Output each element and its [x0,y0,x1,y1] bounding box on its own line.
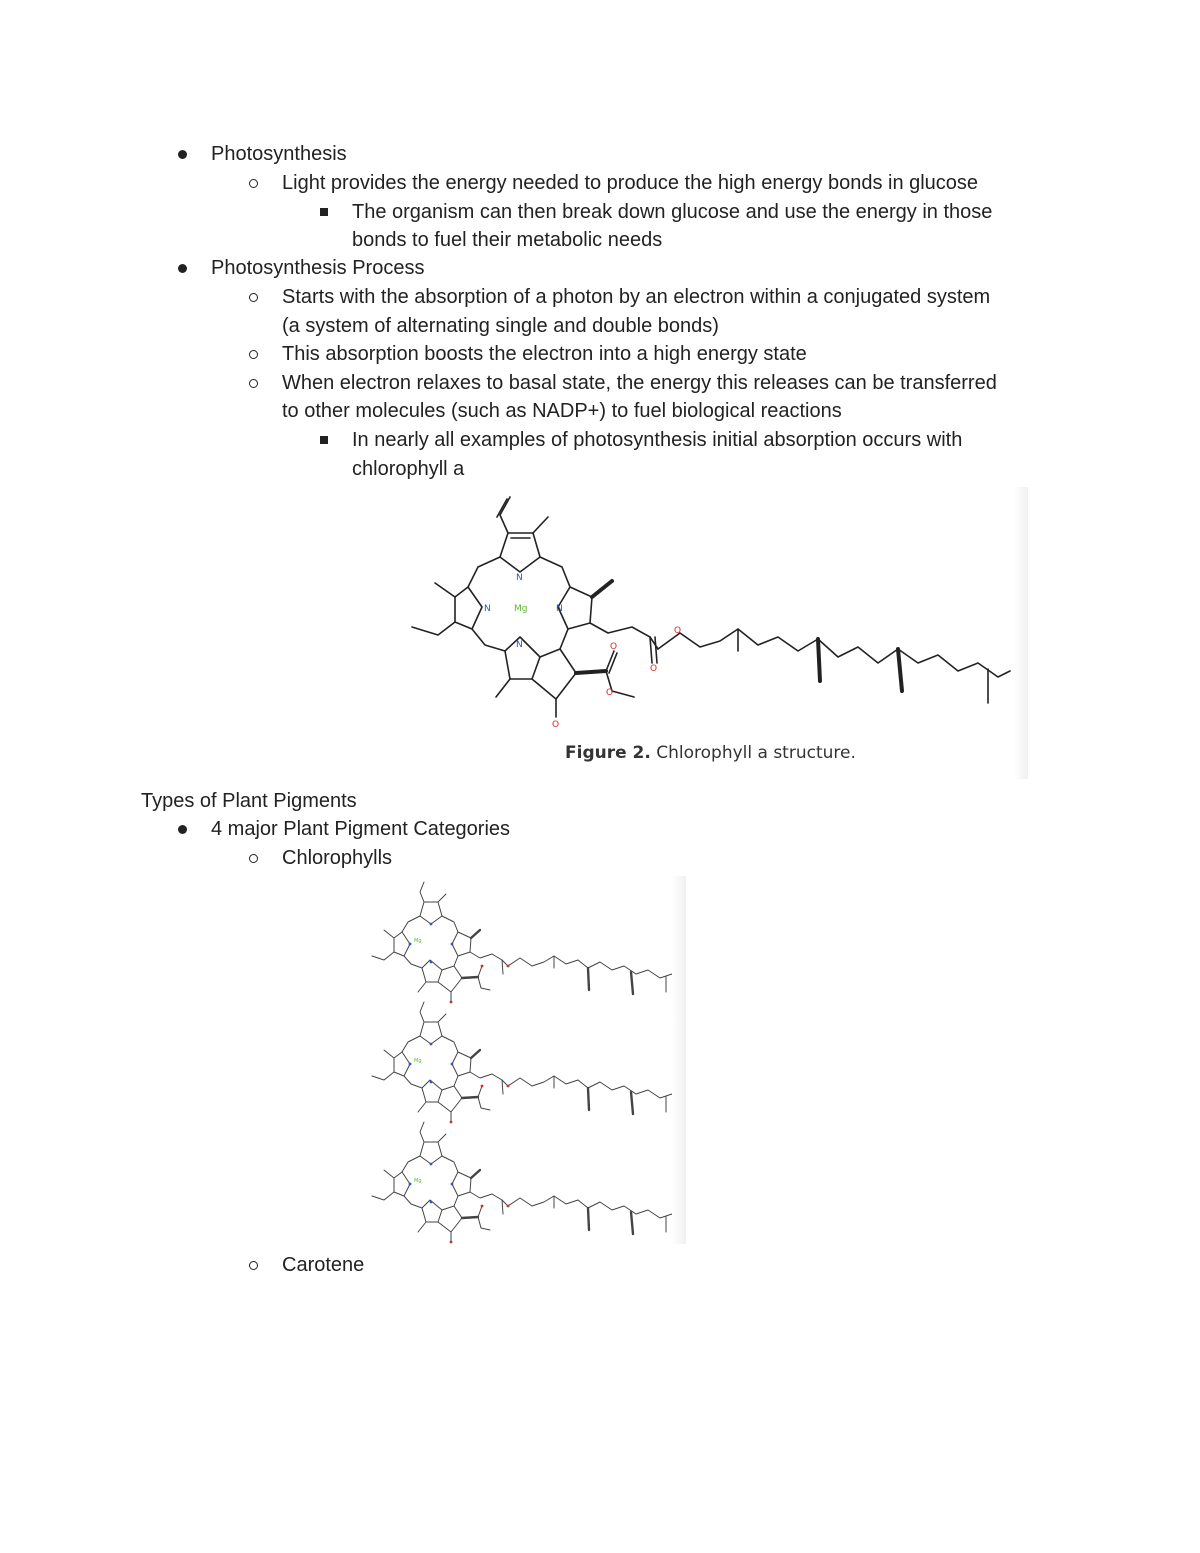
chlorophyll-a-structure-drawing [400,487,1028,779]
list-item: Photosynthesis Process [211,257,425,279]
list-item-continuation: chlorophyll a [352,458,465,480]
figure-caption-text: Chlorophyll a structure. [650,743,856,763]
list-item: 4 major Plant Pigment Categories [211,818,511,840]
chlorophylls-figure [360,876,686,1244]
oxygen-label: O [552,720,560,730]
nitrogen-label: N [484,604,491,614]
list-item: Carotene [282,1254,365,1276]
list-item: The organism can then break down glucose and use the energy in those [352,201,993,223]
list-item-continuation: (a system of alternating single and double bonds) [282,315,719,337]
list-item: Photosynthesis [211,143,347,165]
figure-caption-label: Figure 2. [565,743,651,763]
nitrogen-label: N [556,604,563,614]
list-item-continuation: bonds to fuel their metabolic needs [352,229,663,251]
section-heading: Types of Plant Pigments [141,790,357,812]
chlorophyll-variants-drawing: Mg [360,876,686,1244]
nitrogen-label: N [516,573,523,583]
list-item: Starts with the absorption of a photon by an electron within a conjugated system [282,286,991,308]
list-item: Light provides the energy needed to produce the high energy bonds in glucose [282,172,979,194]
oxygen-label: O [650,664,658,674]
list-item: Chlorophylls [282,847,393,869]
list-item-continuation: to other molecules (such as NADP+) to fuel biological reactions [282,400,842,422]
oxygen-label: O [674,626,682,636]
list-item: When electron relaxes to basal state, the energy this releases can be transferred [282,372,997,394]
figure-edge-shadow [672,876,686,1244]
nitrogen-label: N [516,640,523,650]
list-item: In nearly all examples of photosynthesis initial absorption occurs with [352,429,963,451]
oxygen-label: O [610,642,618,652]
chlorophyll-a-figure [400,487,1028,779]
magnesium-label: Mg [514,604,528,614]
figure-edge-shadow [1014,487,1028,779]
list-item: This absorption boosts the electron into a high energy state [282,343,807,365]
oxygen-label: O [606,688,614,698]
figure-caption [565,743,856,763]
